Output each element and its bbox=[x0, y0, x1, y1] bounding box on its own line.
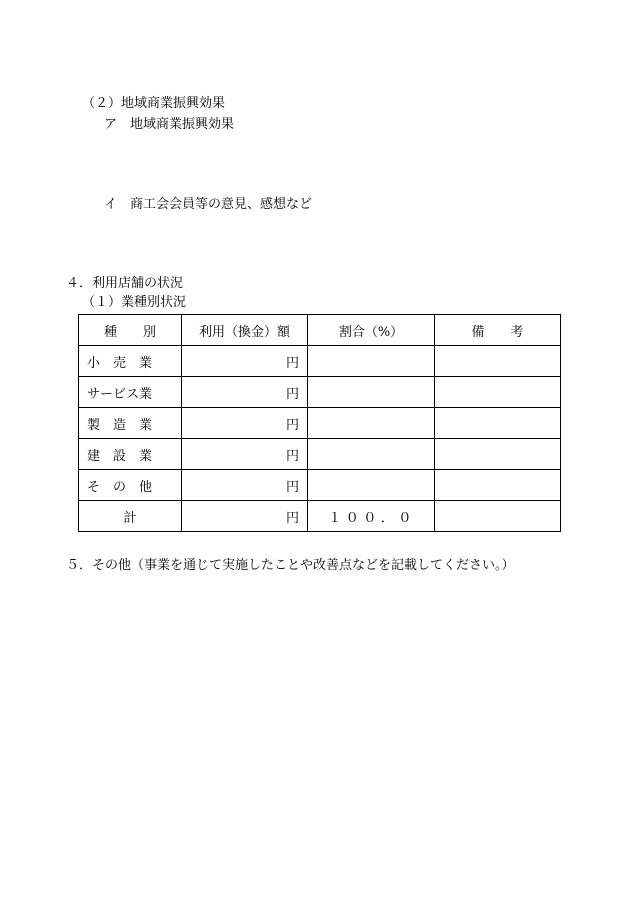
header-ratio: 割合（%） bbox=[308, 315, 435, 346]
row-amount: 円 bbox=[182, 377, 308, 408]
total-label: 計 bbox=[79, 501, 182, 532]
table-row bbox=[79, 470, 561, 501]
section-2-item-i: イ 商工会会員等の意見、感想など bbox=[104, 197, 313, 212]
row-note bbox=[435, 408, 561, 439]
table-total-row bbox=[79, 501, 561, 532]
row-note bbox=[435, 377, 561, 408]
row-amount: 円 bbox=[182, 439, 308, 470]
row-category: サービス業 bbox=[79, 377, 182, 408]
section-2-item-a: ア 地域商業振興効果 bbox=[104, 117, 235, 132]
row-category: 製 造 業 bbox=[79, 408, 182, 439]
table-row bbox=[79, 439, 561, 470]
row-note bbox=[435, 346, 561, 377]
table-row bbox=[79, 408, 561, 439]
row-category: 小 売 業 bbox=[79, 346, 182, 377]
section-4-sub-heading: （１）業種別状況 bbox=[82, 295, 187, 310]
row-category: そ の 他 bbox=[79, 470, 182, 501]
row-ratio bbox=[308, 346, 435, 377]
total-note bbox=[435, 501, 561, 532]
table-row bbox=[79, 377, 561, 408]
total-amount: 円 bbox=[182, 501, 308, 532]
section-4-heading: ４．利用店舗の状況 bbox=[66, 276, 184, 291]
row-ratio bbox=[308, 470, 435, 501]
table-row bbox=[79, 346, 561, 377]
row-ratio bbox=[308, 377, 435, 408]
header-notes: 備 考 bbox=[435, 315, 561, 346]
section-5-heading: ５．その他（事業を通じて実施したことや改善点などを記載してください。） bbox=[66, 558, 515, 573]
row-amount: 円 bbox=[182, 408, 308, 439]
table-header-row bbox=[79, 315, 561, 346]
row-amount: 円 bbox=[182, 346, 308, 377]
header-amount: 利用（換金）額 bbox=[182, 315, 308, 346]
total-ratio: １００．０ bbox=[308, 501, 435, 532]
row-note bbox=[435, 439, 561, 470]
row-note bbox=[435, 470, 561, 501]
section-2-heading: （２）地域商業振興効果 bbox=[82, 96, 226, 111]
row-category: 建 設 業 bbox=[79, 439, 182, 470]
row-ratio bbox=[308, 439, 435, 470]
row-amount: 円 bbox=[182, 470, 308, 501]
row-ratio bbox=[308, 408, 435, 439]
industry-usage-table bbox=[78, 314, 561, 532]
header-category: 種 別 bbox=[79, 315, 182, 346]
